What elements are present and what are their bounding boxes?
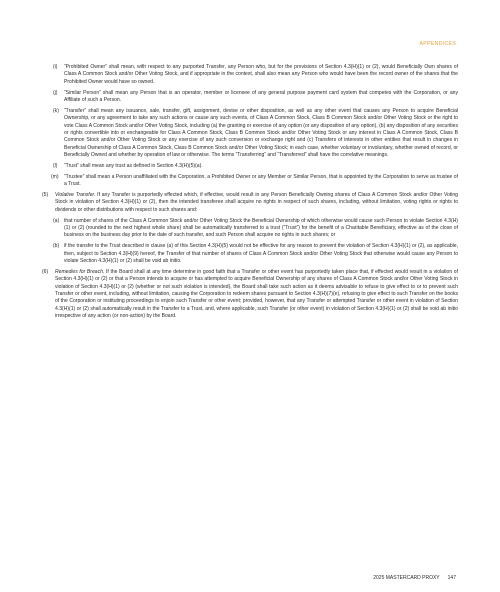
section-tag: APPENDICES: [419, 41, 456, 47]
publication-name: 2025 MASTERCARD PROXY: [373, 575, 440, 581]
clause-text: “Prohibited Owner” shall mean, with respect to any purported Transfer, any Person who, but for the provisions of Section 4.3(H)(1) or (2), would Beneficially Own shares of Class A Common Stock and/or Other Voting Stock, and if appropriate in the context, shall also mean any Person who would have been the record owner of the shares that the Prohibited Owner would have so owned.: [64, 64, 458, 85]
clause-marker: (m): [51, 173, 59, 180]
section-marker: (6): [42, 269, 49, 275]
clause-text: “Trustee” shall mean a Person unaffiliated with the Corporation, a Prohibited Owner or any Member or Similar Person, that is appointed by the Corporation to serve as trustee of a Trust.: [64, 173, 458, 188]
clause-marker: (l): [53, 162, 58, 169]
document-body: [42, 64, 458, 324]
section-heading: Remedies for Breach.: [55, 269, 105, 275]
section-heading: Violative Transfer.: [55, 192, 96, 199]
clause-marker: (a): [53, 217, 60, 224]
section-text: If the Board shall at any time determine in good faith that a Transfer or other event has purportedly taken place that, if effected would result in a violation of Section 4.3(H)(1) or (2) or that a Person intends to acquire or has attempted to acquire Beneficial Ownership of any shares of Class A Common Stock and/or Other Voting Stock in violation of Section 4.3(H)(1) or (2) (whether or not such violation is intended), the Board shall take such action as it deems advisable to refuse to give effect to or to prevent such Transfer or other event, including, without limitation, causing the Corporation to redeem shares pursuant to Section 4.3(H)(7)(e), refusing to give effect to such Transfer on the books of the Corporation or instituting proceedings to enjoin such Transfer or other event; provided, however, that any Transfer or attempted Transfer or other event in violation of Section 4.3(H)(1) or (2) shall automatically result in the Transfer to a Trust, and, where applicable, such Transfer (or other event) in violation of Section 4.3(H)(1) or (2) shall be void ab initio irrespective of any action (or non-action) by the Board.: [55, 269, 459, 320]
page-number: 147: [447, 575, 456, 581]
clause-text: “Similar Person” shall mean any Person that is an operator, member or licensee of any general purpose payment card system that competes with the Corporation, or any Affiliate of such a Person.: [64, 89, 458, 103]
clause-text: “Transfer” shall mean any issuance, sale, transfer, gift, assignment, devise or other disposition, as well as any other event that causes any Person to acquire Beneficial Ownership, or any agreement to take any such actions or cause any such events, of Class A Common Stock, Class B Common Stock and/or Other Voting Stock or the right to vote Class A Common Stock and/or Other Voting Stock, including (a) the granting or exercise of any option (or any disposition of any option), (b) any disposition of any securities or rights convertible into or exchangeable for Class A Common Stock, Class B Common Stock and/or Other Voting Stock or any interest in Class A Common Stock, Class B Common Stock and/or Other Voting Stock or any exercise of any such conversion or exchange right and (c) Transfers of interests in other entities that result in changes in Beneficial Ownership of Class A Common Stock, Class B Common Stock and/or Other Voting Stock; in each case, whether voluntary or involuntary, whether owned of record, or Beneficially Owned and whether by operation of law or otherwise. The terms “Transferring” and “Transferred” shall have the correlative meanings.: [64, 107, 458, 158]
clause-text: if the transfer to the Trust described in clause (a) of this Section 4.3(H)(5) would not be effective for any reason to prevent the violation of Section 4.3(H)(1) or (2), as applicable, then, subject to Section 4.3(H)(9) hereof, the Transfer of that number of shares of Class A Common Stock and/or Other Voting Stock that otherwise would cause any Person to violate Section 4.3(H)(1) or (2) shall be void ab initio.: [64, 243, 458, 265]
clause-m: [42, 174, 458, 189]
clause-i: [42, 64, 458, 86]
clause-text: “Trust” shall mean any trust as defined in Section 4.3(H)(5)(a).: [64, 162, 203, 169]
section-marker: (5): [42, 192, 49, 199]
section-text: If any Transfer is purportedly effected which, if effective, would result in any Person Beneficially Owning shares of Class A Common Stock and/or Other Voting Stock in violation of Section 4.3(H)(1) or (2), then the intended transferee shall acquire no rights in respect of such shares, including, without limitation, voting rights or rights to dividends or other distributions with respect to such shares and:: [55, 192, 458, 213]
clause-l: [42, 163, 458, 170]
section-6: [42, 269, 458, 320]
clause-a: [42, 218, 458, 240]
clause-marker: (b): [53, 243, 60, 250]
clause-j: [42, 90, 458, 105]
clause-text: that number of shares of the Class A Common Stock and/or Other Voting Stock the Beneficial Ownership of which otherwise would cause such Person to violate Section 4.3(H)(1) or (2) (rounded to the next highest whole share) shall be automatically transferred to a trust (“Trust”) for the benefit of a Charitable Beneficiary, effective as of the close of business on the business day prior to the date of such transfer, and such Person shall acquire no rights in such shares; or: [64, 217, 458, 239]
clause-k: [42, 108, 458, 159]
clause-b: [42, 243, 458, 265]
clause-marker: (k): [53, 107, 59, 114]
clause-marker: (j): [53, 89, 58, 96]
clause-marker: (i): [53, 64, 58, 70]
page-footer: [373, 575, 456, 581]
section-5: [42, 192, 458, 214]
